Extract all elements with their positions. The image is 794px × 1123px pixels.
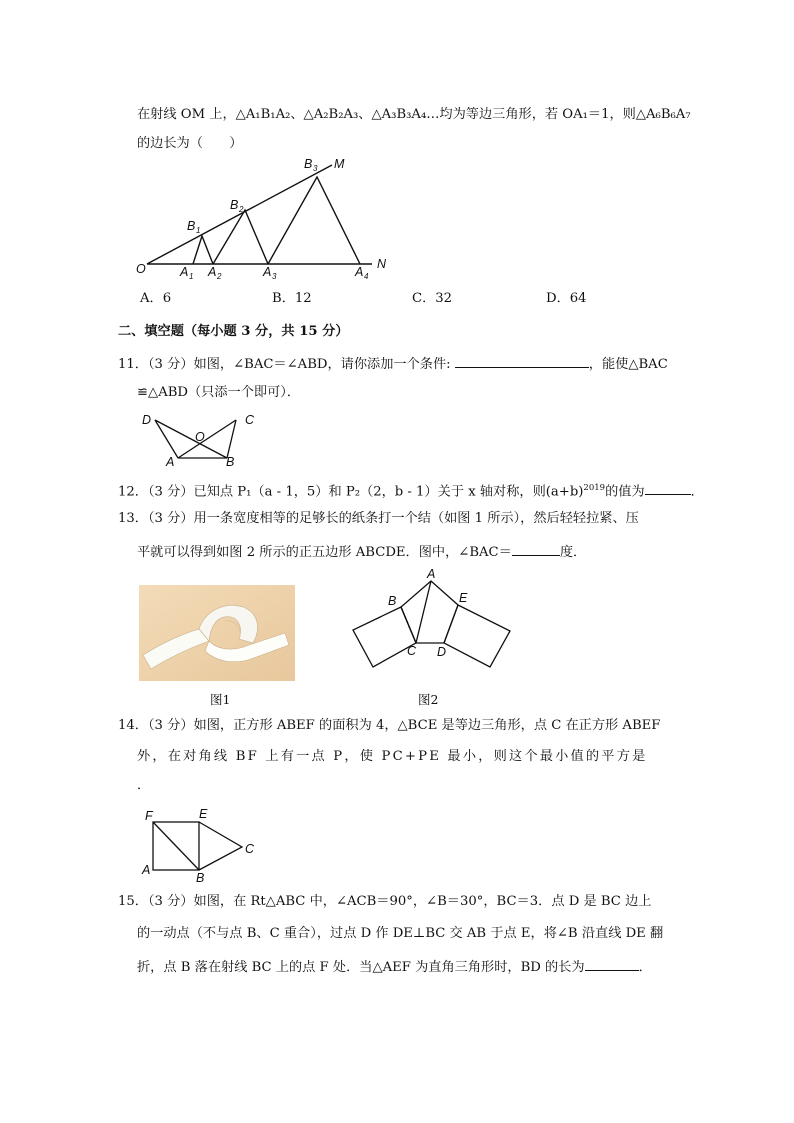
q13-fig2-caption: 图2 (418, 692, 439, 707)
svg-text:E: E (199, 807, 208, 821)
q14-line2: 外，在对角线 BF 上有一点 P，使 PC+PE 最小，则这个最小值的平方是 (137, 749, 648, 764)
q15-line2: 的一动点（不与点 B、C 重合），过点 D 作 DE⊥BC 交 AB 于点 E，将∠B 沿直线 DE 翻 (137, 926, 664, 941)
label-A2: A (208, 265, 217, 279)
q15-line1: 15．（3 分）如图，在 Rt△ABC 中，∠ACB＝90°，∠B＝30°，BC＝3．点 D 是 BC 边上 (118, 894, 652, 909)
label-N: N (377, 257, 387, 271)
svg-text:O: O (195, 430, 205, 444)
svg-text:C: C (245, 842, 255, 856)
q10-option-a: A．6 (140, 291, 172, 306)
q13-line1: 13．（3 分）用一条宽度相等的足够长的纸条打一个结（如图 1 所示），然后轻轻拉紧、压 (118, 511, 639, 526)
q11-line2: ≌△ABD（只添一个即可）． (137, 385, 301, 400)
q10-option-c: C．32 (412, 291, 453, 306)
svg-text:C: C (407, 644, 417, 658)
label-A4: A (355, 265, 364, 279)
q10-line1: 在射线 OM 上，△A₁B₁A₂、△A₂B₂A₃、△A₃B₃A₄…均为等边三角形，若 OA₁＝1，则△A₆B₆A₇ (137, 107, 691, 122)
svg-text:A: A (166, 455, 175, 469)
svg-text:B: B (226, 455, 235, 469)
svg-text:B: B (196, 871, 205, 885)
svg-text:3: 3 (313, 164, 318, 173)
svg-text:C: C (245, 413, 255, 427)
svg-text:A: A (142, 863, 151, 877)
q15-line3: 折，点 B 落在射线 BC 上的点 F 处．当△AEF 为直角三角形时，BD 的长为 ． (137, 956, 652, 977)
q15-answer-blank[interactable] (585, 956, 639, 971)
label-B3: B (304, 157, 313, 171)
q11-line1: 11．（3 分）如图，∠BAC＝∠ABD，请你添加一个条件: ，能使△BAC (118, 353, 668, 374)
q14-line1: 14．（3 分）如图，正方形 ABEF 的面积为 4，△BCE 是等边三角形，点 C 在正方形 ABEF (118, 718, 661, 733)
svg-text:F: F (145, 809, 153, 823)
q13-fig1-caption: 图1 (210, 692, 231, 707)
svg-text:D: D (142, 413, 152, 427)
svg-text:1: 1 (196, 226, 201, 235)
label-A1: A (180, 265, 189, 279)
svg-text:E: E (459, 591, 468, 605)
label-A3: A (263, 265, 272, 279)
svg-text:1: 1 (189, 272, 194, 281)
section-title: 二、填空题（每小题 3 分，共 15 分） (118, 324, 349, 339)
q12-line: 12．（3 分）已知点 P₁（a - 1，5）和 P₂（2，b - 1）关于 x 轴对称，则$(a+b)^{2019}$的值为 ． (118, 479, 704, 501)
q10-option-d: D．64 (546, 291, 587, 306)
svg-text:2: 2 (239, 205, 244, 214)
label-O: O (136, 262, 146, 276)
label-M: M (334, 157, 345, 171)
q10-line2: 的边长为（ ） (137, 136, 243, 151)
q10-option-b: B．12 (272, 291, 312, 306)
svg-text:A: A (427, 567, 436, 581)
q13-line2: 平就可以得到如图 2 所示的正五边形 ABCDE．图中，∠BAC＝ 度． (137, 541, 586, 562)
svg-text:3: 3 (272, 272, 277, 281)
svg-text:D: D (437, 645, 447, 659)
svg-text:2: 2 (217, 272, 222, 281)
label-B2: B (230, 198, 239, 212)
q14-line3: ． (137, 778, 151, 793)
svg-text:4: 4 (364, 272, 369, 281)
svg-text:B: B (388, 594, 397, 608)
label-B1: B (187, 219, 196, 233)
